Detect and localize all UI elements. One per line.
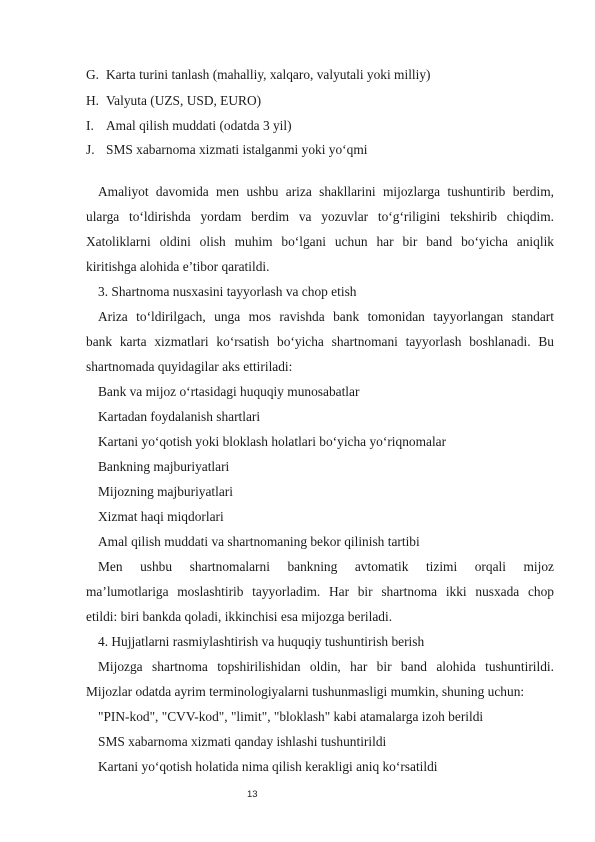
paragraph-line: Mijozlar odatda ayrim terminologiyalarni tushunmasligi mumkin, shuning uchun: [86,684,525,699]
list-text: SMS xabarnoma xizmati istalganmi yoki yo‘qmi [106,142,368,157]
paragraph-line: Mijozga shartnoma topshirilishidan oldin, har bir band alohida tushuntirildi. [98,659,554,674]
list-item: Bankning majburiyatlari [98,459,230,474]
list-item [0,65,595,85]
list-item: Xizmat haqi miqdorlari [98,509,224,524]
section-heading: 4. Hujjatlarni rasmiylashtirish va huquqiy tushuntirish berish [98,634,425,649]
list-item: Mijozning majburiyatlari [98,484,233,499]
paragraph-line: shartnomada quyidagilar aks ettiriladi: [86,359,293,374]
paragraph-line: ularga to‘ldirishda yordam berdim va yozuvlar to‘g‘riligini tekshirib chiqdim. [86,209,554,224]
section-heading: 3. Shartnoma nusxasini tayyorlash va chop etish [98,284,357,299]
list-item [0,140,595,160]
list-item: Kartadan foydalanish shartlari [98,409,261,424]
paragraph-line: Ariza to‘ldirilgach, unga mos ravishda bank tomonidan tayyorlangan standart [98,309,554,324]
list-marker: H. [86,93,100,108]
list-item [0,91,595,111]
list-text: Karta turini tanlash (mahalliy, xalqaro, valyutali yoki milliy) [106,67,431,82]
paragraph-line: Amaliyot davomida men ushbu ariza shakllarini mijozlarga tushuntirib berdim, [98,184,554,199]
paragraph-line: bank karta xizmatlari ko‘rsatish bo‘yicha shartnomani tayyorlash boshlanadi. Bu [86,334,554,349]
list-marker: G. [86,67,100,82]
list-item: SMS xabarnoma xizmati qanday ishlashi tushuntirildi [98,734,387,749]
paragraph-line: etildi: biri bankda qoladi, ikkinchisi esa mijozga beriladi. [86,609,393,624]
list-text: Valyuta (UZS, USD, EURO) [106,93,262,108]
list-item: Amal qilish muddati va shartnomaning bekor qilinish tartibi [98,534,420,549]
list-item: Kartani yo‘qotish yoki bloklash holatlari bo‘yicha yo‘riqnomalar [98,434,447,449]
list-item: "PIN-kod", "CVV-kod", "limit", "bloklash" kabi atamalarga izoh berildi [98,709,484,724]
page-number: 13 [247,789,258,800]
paragraph-line: Men ushbu shartnomalarni bankning avtomatik tizimi orqali mijoz [98,559,554,574]
list-item: Bank va mijoz o‘rtasidagi huquqiy munosabatlar [98,384,360,399]
list-item [0,116,595,136]
list-marker: J. [86,142,95,157]
list-marker: I. [86,118,94,133]
list-text: Amal qilish muddati (odatda 3 yil) [106,118,292,133]
paragraph-line: Xatoliklarni oldini olish muhim bo‘lgani uchun har bir band bo‘yicha aniqlik [86,234,554,249]
list-item: Kartani yo‘qotish holatida nima qilish kerakligi aniq ko‘rsatildi [98,759,438,774]
paragraph-line: kiritishga alohida e’tibor qaratildi. [86,259,270,274]
paragraph-line: ma’lumotlariga moslashtirib tayyorladim. Har bir shartnoma ikki nusxada chop [86,584,554,599]
